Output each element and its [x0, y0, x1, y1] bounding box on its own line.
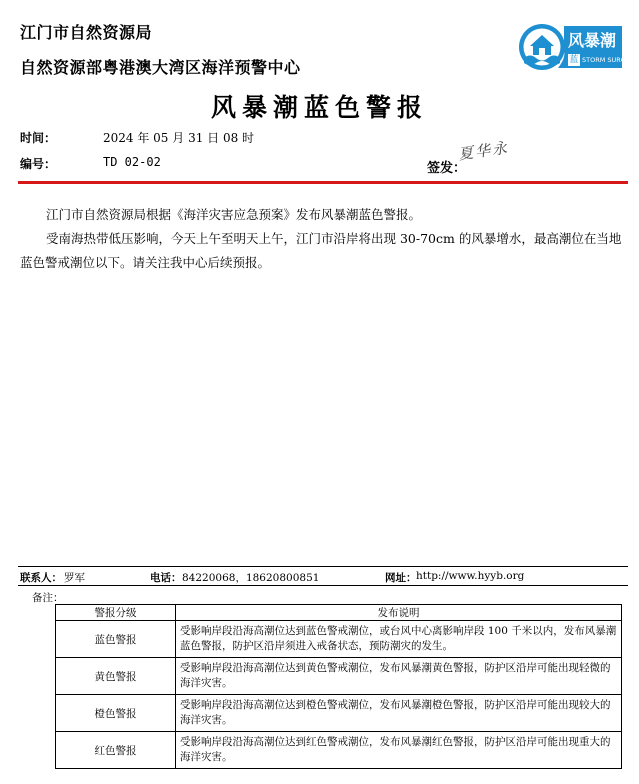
web-link[interactable]: http://www.hyyb.org [416, 570, 525, 582]
org-name-line1: 江门市自然资源局 [20, 23, 153, 42]
table-row [56, 621, 622, 658]
table-row [56, 732, 622, 769]
desc-orange: 受影响岸段沿海高潮位达到橙色警戒潮位，发布风暴潮橙色警报，防护区沿岸可能出现较大的海洋灾害。 [176, 695, 622, 732]
footer-bottom-line [18, 585, 628, 586]
web-label: 网址： [385, 572, 417, 584]
table-header-level: 警报分级 [56, 605, 176, 621]
alert-level-table [55, 604, 622, 769]
time-label: 时间： [20, 131, 57, 145]
logo-title: 风暴潮 [568, 31, 617, 50]
number-label: 编号： [20, 157, 57, 171]
footer-top-line [18, 566, 628, 567]
phone-value: 84220068，18620800851 [182, 572, 320, 584]
org-name-line2: 自然资源部粤港澳大湾区海洋预警中心 [20, 58, 301, 77]
logo-badge: 蓝 [569, 55, 579, 65]
body-paragraph-2: 受南海热带低压影响，今天上午至明天上午，江门市沿岸将出现 30-70cm 的风暴增水，最高潮位在当地蓝色警戒潮位以下。请关注我中心后续预报。 [20, 231, 622, 270]
contact-value: 罗军 [64, 572, 85, 584]
level-orange: 橙色警报 [56, 695, 176, 732]
table-row [56, 695, 622, 732]
level-yellow: 黄色警报 [56, 658, 176, 695]
desc-yellow: 受影响岸段沿海高潮位达到黄色警戒潮位，发布风暴潮黄色警报，防护区沿岸可能出现轻微的海洋灾害。 [176, 658, 622, 695]
table-header-row [56, 605, 622, 621]
contact-label: 联系人： [20, 572, 62, 584]
red-divider [18, 181, 628, 184]
number-value: TD 02-02 [103, 155, 161, 169]
storm-surge-logo [518, 22, 630, 72]
desc-red: 受影响岸段沿海高潮位达到红色警戒潮位，发布风暴潮红色警报，防护区沿岸可能出现重大的海洋灾害。 [176, 732, 622, 769]
level-blue: 蓝色警报 [56, 621, 176, 658]
desc-blue: 受影响岸段沿海高潮位达到蓝色警戒潮位，或台风中心离影响岸段 100 千米以内，发布风暴潮蓝色警报，防护区沿岸须进入戒备状态，预防潮灾的发生。 [176, 621, 622, 658]
signature: 夏华永 [457, 138, 511, 164]
level-red: 红色警报 [56, 732, 176, 769]
table-row [56, 658, 622, 695]
time-value: 2024 年 05 月 31 日 08 时 [103, 131, 255, 145]
page-title: 风暴潮蓝色警报 [210, 93, 428, 122]
phone-label: 电话： [150, 572, 182, 584]
sign-label: 签发： [427, 161, 467, 176]
table-header-desc: 发布说明 [176, 605, 622, 621]
body-paragraph-1: 江门市自然资源局根据《海洋灾害应急预案》发布风暴潮蓝色警报。 [46, 207, 422, 222]
logo-subtitle: STORM SURGE [582, 56, 630, 64]
remarks-label: 备注： [32, 592, 64, 604]
